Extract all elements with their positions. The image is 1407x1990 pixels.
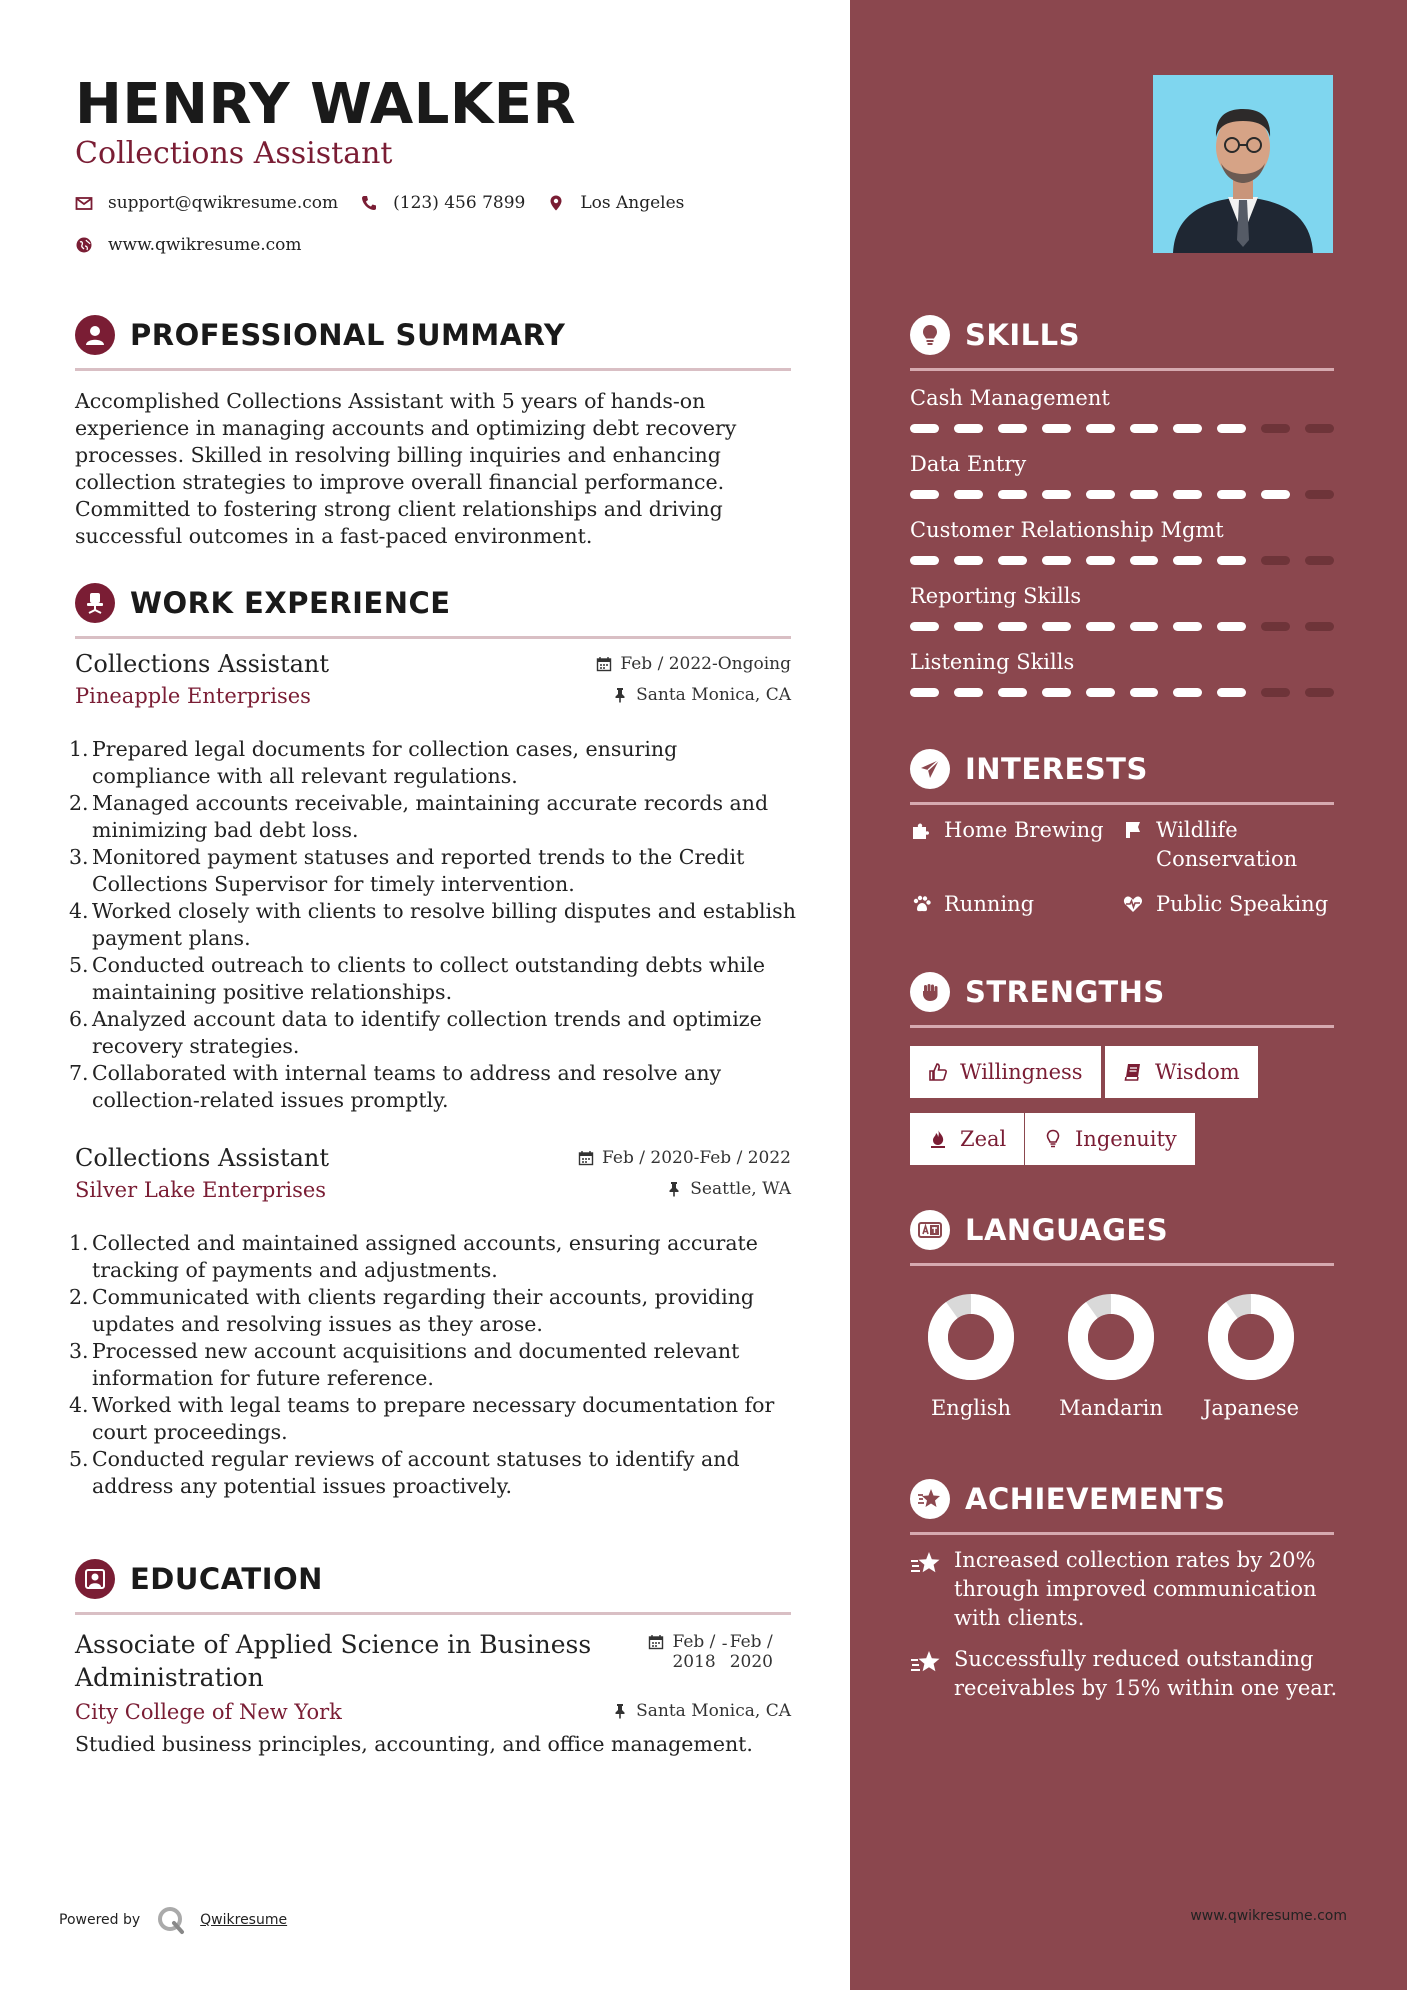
skill-dot — [1261, 556, 1290, 565]
duty-item — [69, 1446, 799, 1500]
skill-dot — [1217, 490, 1246, 499]
duty-line: Worked with legal teams to prepare necessary documentation for — [92, 1393, 775, 1417]
skill-dot — [954, 424, 983, 433]
star-badge-icon — [910, 1479, 950, 1519]
duty-number: 7. — [69, 1061, 89, 1085]
skill-dot — [910, 490, 939, 499]
language-donut — [1068, 1294, 1154, 1380]
experience-section — [75, 582, 791, 639]
shooting-star-icon — [910, 1550, 942, 1578]
section-divider — [910, 802, 1334, 805]
duty-line: address any potential issues proactively. — [92, 1474, 512, 1498]
achievement-item — [910, 1546, 1340, 1633]
duty-line: Conducted outreach to clients to collect outstanding debts while — [92, 953, 766, 977]
duty-line: minimizing bad debt loss. — [92, 818, 359, 842]
skill-dot — [998, 622, 1027, 631]
skills-section — [910, 314, 1334, 371]
fire-icon — [928, 1129, 948, 1149]
skill-dot — [1042, 556, 1071, 565]
skill-dot — [954, 688, 983, 697]
skill-dot — [1217, 688, 1246, 697]
skill-dot — [910, 622, 939, 631]
duty-number: 4. — [69, 1393, 89, 1417]
language-name: Japanese — [1202, 1396, 1300, 1420]
contact-row-website — [75, 235, 324, 255]
duty-text — [92, 1060, 721, 1114]
powered-by-label: Powered by — [59, 1912, 141, 1928]
interest-label: Wildlife — [1156, 818, 1238, 842]
education-start-month: Feb / — [672, 1632, 716, 1652]
duty-line: maintaining positive relationships. — [92, 980, 453, 1004]
skill-dot — [1086, 424, 1115, 433]
skill-item — [910, 584, 1334, 631]
interest-item — [1122, 890, 1328, 919]
skill-dot — [1130, 556, 1159, 565]
skill-dot — [1305, 424, 1334, 433]
profile-photo — [1153, 75, 1333, 253]
skill-name: Cash Management — [910, 386, 1110, 410]
language-item — [1056, 1294, 1166, 1420]
duty-item — [69, 1392, 799, 1446]
powered-by — [59, 1905, 287, 1935]
skill-dot — [910, 688, 939, 697]
skill-item — [910, 518, 1334, 565]
candidate-name: HENRY WALKER — [75, 72, 577, 137]
skill-level — [910, 556, 1334, 565]
job-entry — [75, 650, 791, 708]
skill-name: Listening Skills — [910, 650, 1075, 674]
job-duties-list — [69, 736, 799, 1114]
education-dates: Feb / 2018 - Feb / 2020 — [648, 1632, 773, 1672]
education-description: Studied business principles, accounting, and office management. — [75, 1732, 753, 1756]
duty-line: Worked closely with clients to resolve billing disputes and establish — [92, 899, 796, 923]
languages-section — [910, 1209, 1334, 1266]
globe-icon — [75, 236, 93, 254]
skill-name: Customer Relationship Mgmt — [910, 518, 1224, 542]
language-donut-hole — [1088, 1314, 1134, 1360]
sidebar — [850, 0, 1407, 1990]
skill-name: Data Entry — [910, 452, 1027, 476]
section-divider — [75, 1612, 791, 1615]
strength-label: Ingenuity — [1075, 1127, 1177, 1151]
contact-location: Los Angeles — [580, 193, 685, 213]
education-degree: Associate of Applied Science in Business Administration — [75, 1630, 592, 1692]
section-divider — [910, 1532, 1334, 1535]
summary-section — [75, 314, 791, 550]
duty-line: information for future reference. — [92, 1366, 434, 1390]
skill-dot — [954, 490, 983, 499]
language-item — [1196, 1294, 1306, 1420]
skill-dot — [1305, 490, 1334, 499]
language-donut — [928, 1294, 1014, 1380]
duty-text — [92, 1230, 758, 1284]
skill-dot — [1261, 424, 1290, 433]
contact-row — [75, 193, 706, 213]
job-title: Collections Assistant — [75, 650, 329, 678]
skill-dot — [1086, 622, 1115, 631]
user-icon — [75, 315, 115, 355]
phone-icon — [360, 194, 378, 212]
duty-number: 1. — [69, 1231, 89, 1255]
contact-email[interactable]: support@qwikresume.com — [108, 193, 339, 213]
summary-text: Accomplished Collections Assistant with 5 years of hands-on experience in managing accounts and optimizing debt recovery processes. Skilled in resolving billing inquiries and enhancing collection strategies to improve overall financial performance. Committed to fostering strong client relationships and driving successful outcomes in a fast-paced environment. — [75, 389, 737, 548]
strength-chip — [910, 1113, 1024, 1165]
candidate-title: Collections Assistant — [75, 136, 393, 171]
duty-item — [69, 898, 799, 952]
skill-dot — [910, 556, 939, 565]
skill-dot — [998, 688, 1027, 697]
interests-heading: INTERESTS — [965, 752, 1148, 786]
skill-dot — [998, 556, 1027, 565]
skill-name: Reporting Skills — [910, 584, 1082, 608]
job-company: Pineapple Enterprises — [75, 684, 311, 708]
qwikresume-logo-icon — [156, 1905, 186, 1935]
strength-chip — [1025, 1113, 1195, 1165]
skill-dot — [1305, 556, 1334, 565]
map-pin-icon — [547, 194, 565, 212]
interest-item — [910, 890, 1034, 919]
job-location: Seattle, WA — [690, 1179, 791, 1199]
job-location: Santa Monica, CA — [636, 685, 791, 705]
language-name: Mandarin — [1059, 1396, 1163, 1420]
duty-text — [92, 1446, 740, 1500]
job-entry — [75, 1144, 791, 1202]
job-duties-list — [69, 1230, 799, 1500]
achievement-line: receivables by 15% within one year. — [954, 1676, 1338, 1700]
skill-item — [910, 650, 1334, 697]
duty-line: Monitored payment statuses and reported trends to the Credit — [92, 845, 745, 869]
experience-heading: WORK EXPERIENCE — [130, 586, 451, 620]
strengths-heading: STRENGTHS — [965, 975, 1165, 1009]
duty-line: Prepared legal documents for collection cases, ensuring — [92, 737, 678, 761]
skills-heading: SKILLS — [965, 318, 1080, 352]
achievement-line: through improved communication — [954, 1577, 1317, 1601]
job-title: Collections Assistant — [75, 1144, 329, 1172]
paper-plane-icon — [910, 749, 950, 789]
heartbeat-icon — [1122, 893, 1144, 915]
skill-dot — [1173, 490, 1202, 499]
puzzle-icon — [910, 819, 932, 841]
duty-text — [92, 1006, 762, 1060]
strength-label: Willingness — [960, 1060, 1083, 1084]
pushpin-icon — [612, 1703, 628, 1719]
skill-dot — [1261, 490, 1290, 499]
skill-dot — [1217, 424, 1246, 433]
interest-label: Public Speaking — [1156, 892, 1329, 916]
duty-item — [69, 844, 799, 898]
interest-label: Running — [944, 892, 1035, 916]
education-location: Santa Monica, CA — [636, 1701, 791, 1721]
duty-item — [69, 1284, 799, 1338]
education-heading: EDUCATION — [130, 1562, 323, 1596]
duty-line: Collaborated with internal teams to address and resolve any — [92, 1061, 722, 1085]
duty-line: updates and resolving issues as they arose. — [92, 1312, 543, 1336]
section-divider — [75, 368, 791, 371]
job-company: Silver Lake Enterprises — [75, 1178, 327, 1202]
duty-number: 2. — [69, 791, 89, 815]
skill-dot — [1305, 688, 1334, 697]
skill-dot — [910, 424, 939, 433]
duty-number: 5. — [69, 953, 89, 977]
skill-dot — [1173, 688, 1202, 697]
language-donut-hole — [948, 1314, 994, 1360]
skill-dot — [1130, 490, 1159, 499]
envelope-icon — [75, 194, 93, 212]
skill-dot — [1042, 424, 1071, 433]
duty-item — [69, 952, 799, 1006]
duty-number: 2. — [69, 1285, 89, 1309]
duty-line: Collected and maintained assigned accounts, ensuring accurate — [92, 1231, 758, 1255]
section-divider — [910, 1025, 1334, 1028]
education-school-row — [75, 1700, 791, 1756]
skill-dot — [1086, 490, 1115, 499]
lightbulb-badge-icon — [910, 315, 950, 355]
graduate-icon — [75, 1559, 115, 1599]
contact-phone[interactable]: (123) 456 7899 — [393, 193, 526, 213]
duty-item — [69, 1338, 799, 1392]
footer-url[interactable]: www.qwikresume.com — [1190, 1908, 1347, 1924]
shooting-star-icon — [910, 1649, 942, 1677]
language-item — [916, 1294, 1026, 1420]
duty-line: Managed accounts receivable, maintaining accurate records and — [92, 791, 769, 815]
skill-dot — [1173, 622, 1202, 631]
duty-text — [92, 898, 796, 952]
achievement-line: Increased collection rates by 20% — [954, 1548, 1316, 1572]
duty-text — [92, 790, 768, 844]
duty-number: 4. — [69, 899, 89, 923]
section-divider — [910, 368, 1334, 371]
duty-text — [92, 1284, 754, 1338]
skill-dot — [1173, 556, 1202, 565]
section-divider — [910, 1263, 1334, 1266]
duty-text — [92, 1338, 739, 1392]
duty-number: 3. — [69, 845, 89, 869]
paw-icon — [910, 893, 932, 915]
skill-dot — [1042, 490, 1071, 499]
summary-heading: PROFESSIONAL SUMMARY — [130, 318, 566, 352]
skill-item — [910, 386, 1334, 433]
duty-line: recovery strategies. — [92, 1034, 300, 1058]
skill-item — [910, 452, 1334, 499]
achievements-section — [910, 1478, 1334, 1535]
achievement-line: with clients. — [954, 1606, 1085, 1630]
skill-dot — [1086, 688, 1115, 697]
strength-chip — [910, 1046, 1101, 1098]
duty-line: collection-related issues promptly. — [92, 1088, 449, 1112]
skill-dot — [1261, 622, 1290, 631]
fist-icon — [910, 972, 950, 1012]
skill-level — [910, 688, 1334, 697]
achievement-item — [910, 1645, 1340, 1703]
skill-level — [910, 424, 1334, 433]
skill-dot — [1130, 688, 1159, 697]
book-icon — [1123, 1062, 1143, 1082]
skill-dot — [1130, 424, 1159, 433]
calendar-icon — [578, 1150, 594, 1166]
duty-text — [92, 844, 744, 898]
interest-label: Home Brewing — [944, 818, 1104, 842]
duty-line: Conducted regular reviews of account statuses to identify and — [92, 1447, 740, 1471]
skill-dot — [1130, 622, 1159, 631]
skill-dot — [1305, 622, 1334, 631]
strength-label: Wisdom — [1155, 1060, 1240, 1084]
job-dates: Feb / 2022-Ongoing — [620, 654, 791, 674]
skill-dot — [1261, 688, 1290, 697]
duty-item — [69, 1006, 799, 1060]
interest-label-line2: Conservation — [1156, 847, 1298, 871]
skill-dot — [954, 622, 983, 631]
skill-dot — [954, 556, 983, 565]
skill-dot — [1086, 556, 1115, 565]
languages-heading: LANGUAGES — [965, 1213, 1169, 1247]
interests-section — [910, 748, 1334, 805]
thumbs-up-icon — [928, 1062, 948, 1082]
duty-text — [92, 952, 765, 1006]
language-donut-hole — [1228, 1314, 1274, 1360]
achievement-line: Successfully reduced outstanding — [954, 1647, 1314, 1671]
duty-line: Analyzed account data to identify collection trends and optimize — [92, 1007, 762, 1031]
strengths-section — [910, 971, 1334, 1028]
skill-dot — [1173, 424, 1202, 433]
lightbulb-icon — [1043, 1129, 1063, 1149]
duty-line: compliance with all relevant regulations. — [92, 764, 518, 788]
duty-line: Communicated with clients regarding their accounts, providing — [92, 1285, 755, 1309]
job-dates: Feb / 2020-Feb / 2022 — [602, 1148, 791, 1168]
flag-icon — [1122, 819, 1144, 841]
skill-level — [910, 622, 1334, 631]
duty-text — [92, 1392, 774, 1446]
duty-line: Processed new account acquisitions and documented relevant — [92, 1339, 740, 1363]
duty-number: 1. — [69, 737, 89, 761]
duty-number: 5. — [69, 1447, 89, 1471]
office-chair-icon — [75, 583, 115, 623]
interest-item — [910, 816, 1104, 845]
strength-chip — [1105, 1046, 1258, 1098]
duty-line: court proceedings. — [92, 1420, 288, 1444]
education-end-month: Feb / — [729, 1632, 773, 1652]
education-end-year: 2020 — [729, 1652, 773, 1672]
pushpin-icon — [612, 687, 628, 703]
pushpin-icon — [666, 1181, 682, 1197]
section-divider — [75, 636, 791, 639]
education-section — [75, 1558, 791, 1615]
skill-dot — [1042, 622, 1071, 631]
skill-dot — [1217, 556, 1246, 565]
calendar-icon — [596, 656, 612, 672]
duty-line: tracking of payments and adjustments. — [92, 1258, 498, 1282]
duty-line: Collections Supervisor for timely intervention. — [92, 872, 575, 896]
duty-item — [69, 1230, 799, 1284]
duty-number: 6. — [69, 1007, 89, 1031]
duty-line: payment plans. — [92, 926, 251, 950]
skill-dot — [1217, 622, 1246, 631]
duty-item — [69, 1060, 799, 1114]
contact-website[interactable]: www.qwikresume.com — [108, 235, 302, 255]
interest-item — [1122, 816, 1297, 874]
achievements-heading: ACHIEVEMENTS — [965, 1482, 1226, 1516]
skill-dot — [998, 424, 1027, 433]
translate-icon — [910, 1210, 950, 1250]
duty-item — [69, 790, 799, 844]
skill-dot — [998, 490, 1027, 499]
skill-dot — [1042, 688, 1071, 697]
education-start-year: 2018 — [672, 1652, 716, 1672]
powered-by-link[interactable]: Qwikresume — [200, 1912, 288, 1928]
duty-number: 3. — [69, 1339, 89, 1363]
calendar-icon — [648, 1634, 664, 1650]
duty-text — [92, 736, 677, 790]
skill-level — [910, 490, 1334, 499]
duty-item — [69, 736, 799, 790]
language-donut — [1208, 1294, 1294, 1380]
education-school: City College of New York — [75, 1700, 342, 1724]
strength-label: Zeal — [960, 1127, 1007, 1151]
language-name: English — [930, 1396, 1012, 1420]
